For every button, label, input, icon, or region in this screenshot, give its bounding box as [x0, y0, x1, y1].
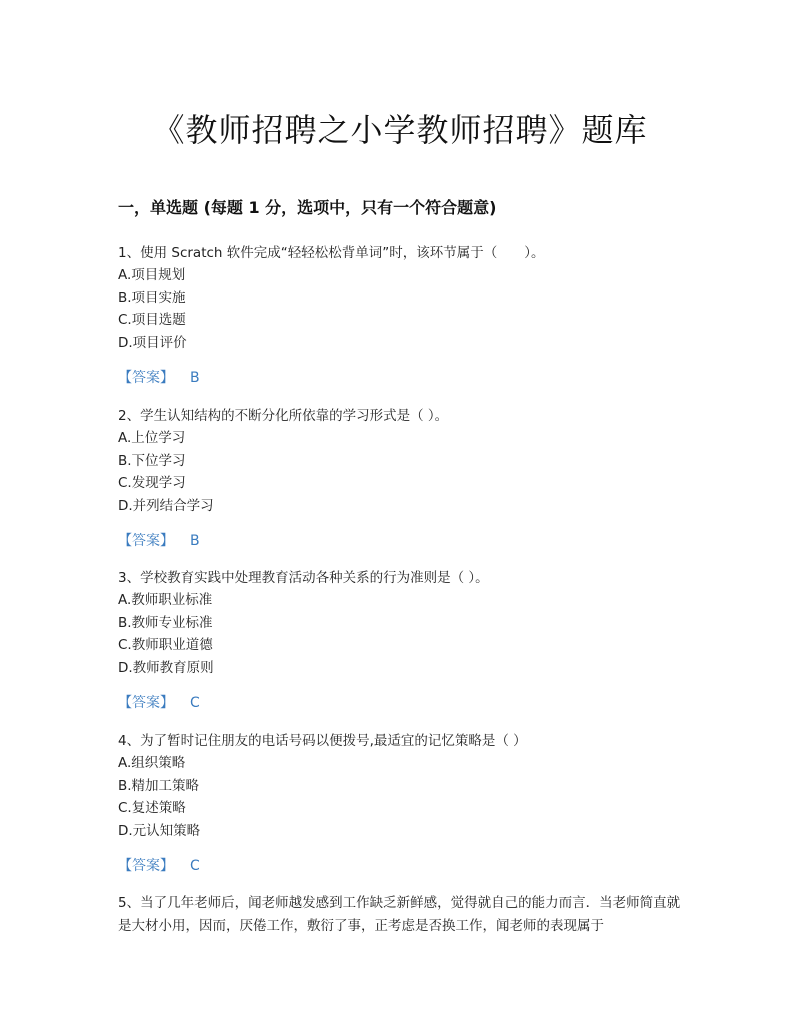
document-title: 《教师招聘之小学教师招聘》题库 — [152, 111, 648, 149]
answer-row — [118, 368, 688, 388]
question-4 — [118, 730, 688, 876]
option-a: A.上位学习 — [118, 430, 186, 446]
option-d: D.并列结合学习 — [118, 497, 214, 514]
option-b: B.项目实施 — [118, 289, 186, 306]
option-b: B.下位学习 — [118, 452, 186, 469]
option-b: B.精加工策略 — [118, 777, 200, 794]
answer-label: 【答案】 — [118, 533, 174, 549]
question-text: 1、使用 Scratch 软件完成“轻轻松松背单词”时，该环节属于（ ）。 — [118, 245, 545, 261]
option-c: C.教师职业道德 — [118, 637, 213, 653]
answer-value: B — [190, 533, 200, 549]
question-2 — [118, 405, 688, 551]
answer-value: C — [190, 858, 200, 874]
answer-row — [118, 856, 688, 876]
section-heading: 一，单选题 (每题 1 分，选项中，只有一个符合题意) — [118, 198, 497, 217]
option-d: D.元认知策略 — [118, 822, 201, 839]
answer-label: 【答案】 — [118, 858, 174, 874]
question-text: 2、学生认知结构的不断分化所依靠的学习形式是（ ）。 — [118, 408, 449, 424]
question-text: 4、为了暂时记住朋友的电话号码以便拨号,最适宜的记忆策略是（ ） — [118, 733, 527, 749]
question-text: 5、当了几年老师后，闻老师越发感到工作缺乏新鲜感，觉得就自己的能力而言．当老师简直就是大材小用，因而，厌倦工作，敷衍了事，正考虑是否换工作，闻老师的表现属于 — [118, 895, 681, 934]
option-b: B.教师专业标准 — [118, 614, 213, 631]
option-c: C.项目选题 — [118, 312, 186, 328]
option-a: A.项目规划 — [118, 267, 186, 283]
option-c: C.发现学习 — [118, 475, 186, 491]
question-5 — [118, 892, 683, 937]
answer-row — [118, 531, 688, 551]
answer-row — [118, 693, 688, 713]
question-text: 3、学校教育实践中处理教育活动各种关系的行为准则是（ ）。 — [118, 570, 489, 586]
option-a: A.组织策略 — [118, 755, 186, 771]
answer-value: C — [190, 695, 200, 711]
option-d: D.项目评价 — [118, 334, 187, 351]
question-1 — [118, 242, 688, 388]
option-c: C.复述策略 — [118, 800, 186, 816]
answer-value: B — [190, 370, 200, 386]
question-3 — [118, 567, 688, 713]
answer-label: 【答案】 — [118, 695, 174, 711]
option-d: D.教师教育原则 — [118, 659, 214, 676]
answer-label: 【答案】 — [118, 370, 174, 386]
option-a: A.教师职业标准 — [118, 592, 213, 608]
